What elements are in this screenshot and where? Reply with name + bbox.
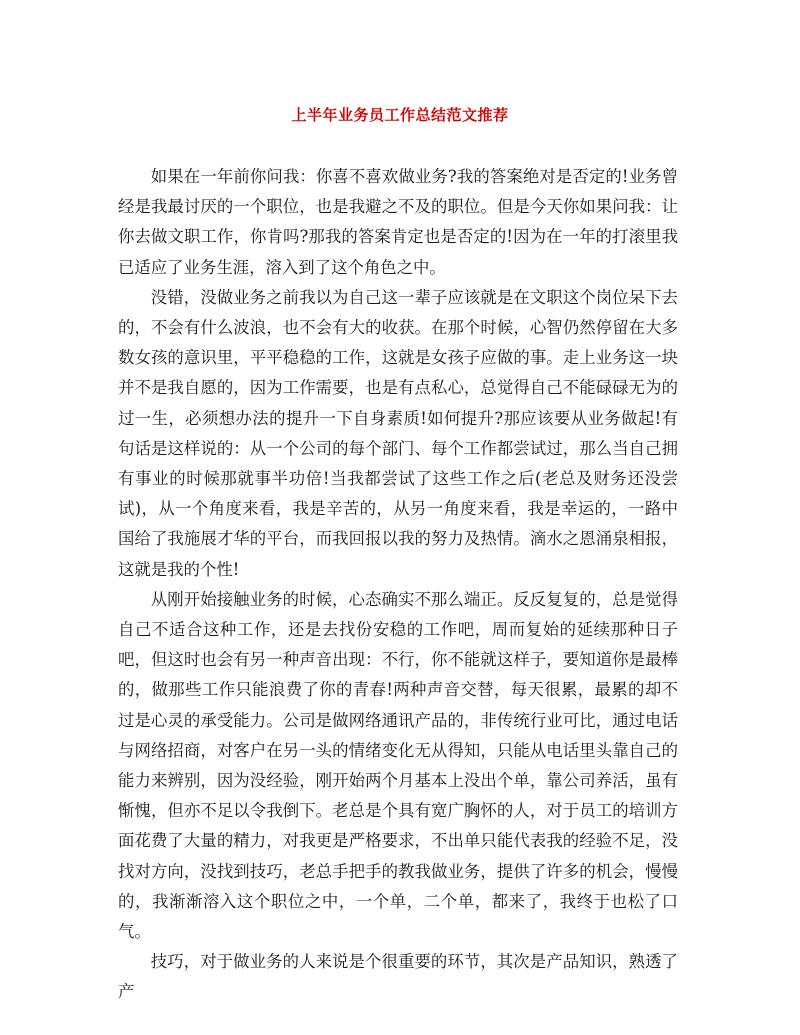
paragraph-2: 没错，没做业务之前我以为自己这一辈子应该就是在文职这个岗位呆下去的，不会有什么波浪，也不会有大的收获。在那个时候，心智仍然停留在大多数女孩的意识里，平平稳稳的工作，这就是女孩子应做的事。走上业务这一块并不是我自愿的，因为工作需要，也是有点私心，总觉得自己不能碌碌无为的过一生，必须想办法的提升一下自身素质!如何提升?那应该要从业务做起!有句话是这样说的：从一个公司的每个部门、每个工作都尝试过，那么当自己拥有事业的时候那就事半功倍!当我都尝试了这些工作之后(老总及财务还没尝试)，从一个角度来看，我是辛苦的，从另一角度来看，我是幸运的，一路中国给了我施展才华的平台，而我回报以我的努力及热情。滴水之恩涌泉相报，这就是我的个性! xyxy=(118,287,678,579)
paragraph-1: 如果在一年前你问我：你喜不喜欢做业务?我的答案绝对是否定的!业务曾经是我最讨厌的一个职位，也是我避之不及的职位。但是今天你如果问我：让你去做文职工作，你肯吗?那我的答案肯定也是否定的!因为在一年的打滚里我已适应了业务生涯，溶入到了这个角色之中。 xyxy=(118,167,678,277)
paragraph-3: 从刚开始接触业务的时候，心态确实不那么端正。反反复复的，总是觉得自己不适合这种工作，还是去找份安稳的工作吧，周而复始的延续那种日子吧，但这时也会有另一种声音出现：不行，你不能就这样子，要知道你是最棒的，做那些工作只能浪费了你的青春!两种声音交替，每天很累，最累的却不过是心灵的承受能力。公司是做网络通讯产品的，非传统行业可比，通过电话与网络招商，对客户在另一头的情绪变化无从得知，只能从电话里头靠自己的能力来辨别，因为没经验，刚开始两个月基本上没出个单，靠公司养活，虽有惭愧，但亦不足以令我倒下。老总是个具有宽广胸怀的人，对于员工的培训方面花费了大量的精力，对我更是严格要求，不出单只能代表我的经验不足，没找对方向，没找到技巧，老总手把手的教我做业务，提供了许多的机会，慢慢的，我渐渐溶入这个职位之中，一个单，二个单，都来了，我终于也松了口气。 xyxy=(118,589,678,942)
document-body xyxy=(118,162,678,1008)
paragraph-4: 技巧，对于做业务的人来说是个很重要的环节，其次是产品知识，熟透了产 xyxy=(118,952,678,1002)
document-title: 上半年业务员工作总结范文推荐 xyxy=(291,106,509,124)
